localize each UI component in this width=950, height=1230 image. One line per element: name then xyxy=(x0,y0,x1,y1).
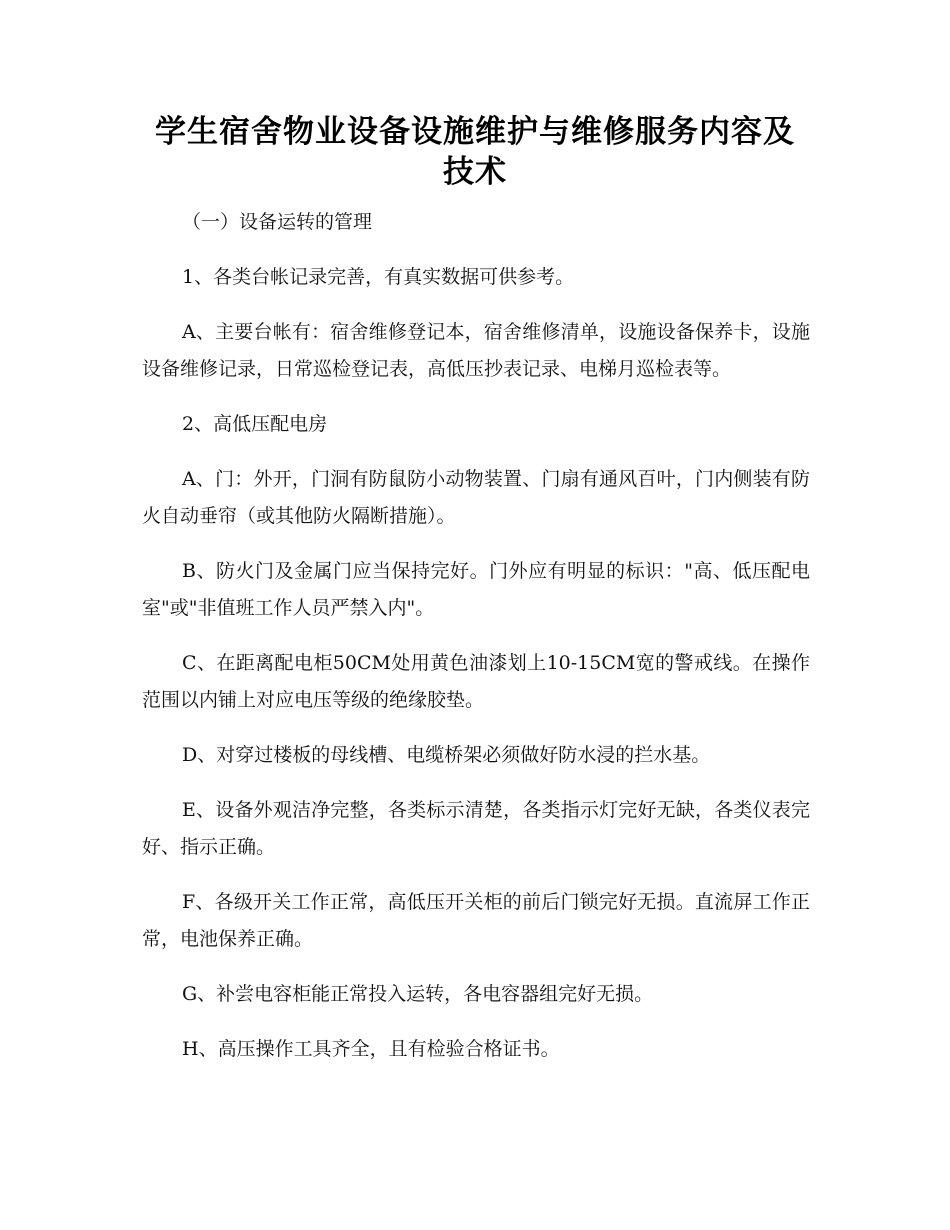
paragraph: D、对穿过楼板的母线槽、电缆桥架必须做好防水浸的拦水基。 xyxy=(182,744,711,766)
document-title: 学生宿舍物业设备设施维护与维修服务内容及技术 xyxy=(155,114,795,190)
paragraph: H、高压操作工具齐全，且有检验合格证书。 xyxy=(182,1038,560,1060)
paragraph: B、防火门及金属门应当保持完好。门外应有明显的标识："高、低压配电室"或"非值班工作人员严禁入内"。 xyxy=(142,560,810,619)
paragraph: C、在距离配电柜50CM处用黄色油漆划上10-15CM宽的警戒线。在操作范围以内铺上对应电压等级的绝缘胶垫。 xyxy=(142,652,810,711)
document-body xyxy=(142,204,810,1086)
section-heading: （一）设备运转的管理 xyxy=(182,211,373,233)
paragraph: F、各级开关工作正常，高低压开关柜的前后门锁完好无损。直流屏工作正常，电池保养正确。 xyxy=(142,891,810,950)
paragraph: G、补尝电容柜能正常投入运转，各电容器组完好无损。 xyxy=(182,983,654,1005)
paragraph: A、门：外开，门洞有防鼠防小动物装置、门扇有通风百叶，门内侧装有防火自动垂帘（或其他防火隔断措施）。 xyxy=(142,468,810,527)
paragraph: 1、各类台帐记录完善，有真实数据可供参考。 xyxy=(182,266,575,288)
paragraph: 2、高低压配电房 xyxy=(182,413,328,435)
paragraph: A、主要台帐有：宿舍维修登记本，宿舍维修清单，设施设备保养卡，设施设备维修记录，日常巡检登记表，高低压抄表记录、电梯月巡检表等。 xyxy=(142,321,810,380)
paragraph: E、设备外观洁净完整，各类标示清楚，各类指示灯完好无缺，各类仪表完好、指示正确。 xyxy=(142,799,810,858)
